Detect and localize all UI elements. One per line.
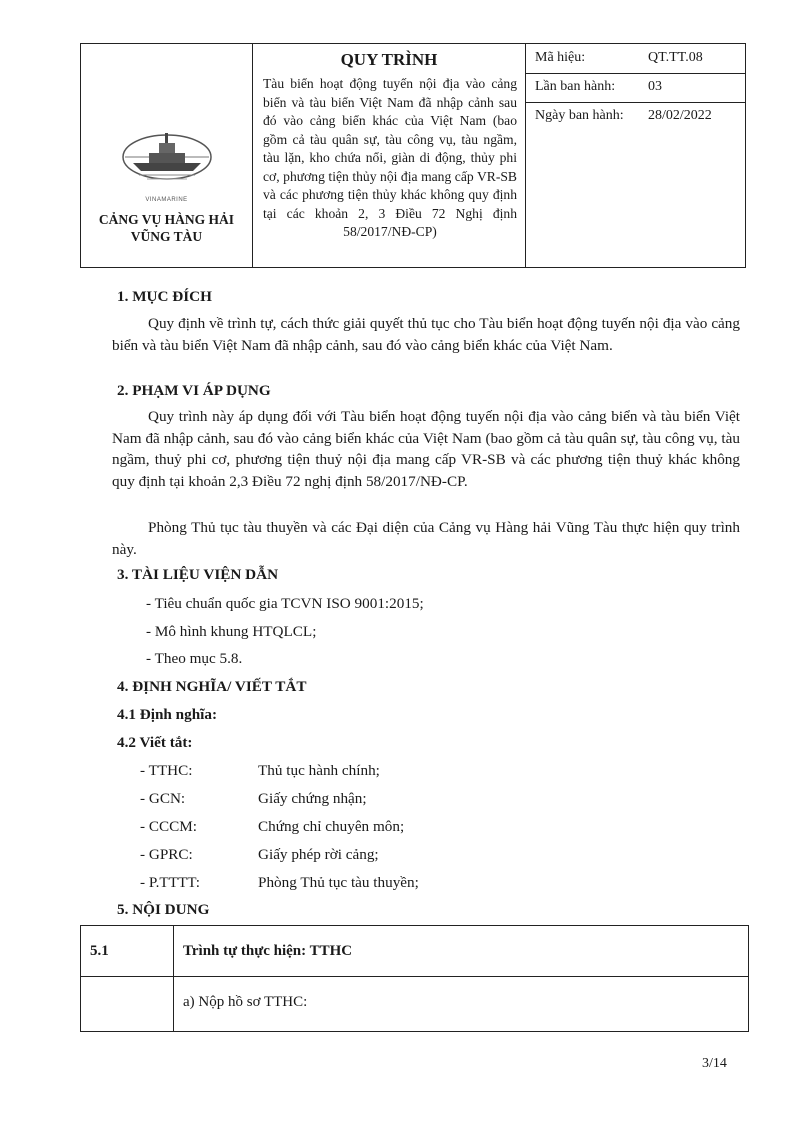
table-divider bbox=[81, 976, 748, 977]
org-name bbox=[81, 211, 252, 245]
reference-item: - Mô hình khung HTQLCL; bbox=[146, 623, 317, 640]
abbreviation-meaning: Chứng chỉ chuyên môn; bbox=[258, 818, 405, 835]
section-1-title: 1. MỤC ĐÍCH bbox=[117, 288, 212, 305]
page-number: 3/14 bbox=[702, 1056, 727, 1071]
table-divider bbox=[173, 926, 174, 1031]
table-row-text: a) Nộp hồ sơ TTHC: bbox=[183, 994, 308, 1010]
meta-row-date bbox=[526, 102, 745, 131]
meta-value: QT.TT.08 bbox=[648, 50, 703, 65]
org-logo-caption: VINAMARINE bbox=[145, 197, 188, 203]
document-header-table bbox=[80, 43, 746, 268]
document-subtitle: Tàu biển hoạt động tuyến nội địa vào cảng biển và tàu biển Việt Nam đã nhập cảnh sau đó vào cảng biển khác của Việt Nam (bao gồm cả tàu quân sự, tàu công vụ, tàu ngầm, tàu lặn, kho chứa nổi, giàn di động, thủy phi cơ, phương tiện thủy nội địa mang cấp VR-SB và các phương tiện thủy khác không quy định tại các khoản 2, 3 Điều 72 Nghị định 58/2017/NĐ-CP) bbox=[263, 76, 517, 239]
abbreviation-term: - GPRC: bbox=[140, 846, 193, 863]
abbreviation-meaning: Thủ tục hành chính; bbox=[258, 762, 380, 779]
abbreviation-term: - GCN: bbox=[140, 790, 186, 807]
section-2-text-2: Phòng Thủ tục tàu thuyền và các Đại diện của Cảng vụ Hàng hải Vũng Tàu thực hiện quy trình này. bbox=[112, 519, 740, 558]
abbreviation-term: - P.TTTT: bbox=[140, 874, 200, 891]
document-title: QUY TRÌNH bbox=[340, 50, 438, 69]
header-title-cell bbox=[253, 44, 526, 267]
header-meta-cell bbox=[526, 44, 745, 267]
section-1-text: Quy định về trình tự, cách thức giải quyết thủ tục cho Tàu biển hoạt động tuyến nội địa vào cảng biển và tàu biển Việt Nam đã nhập cảnh, sau đó vào cảng biển khác của Việt Nam. bbox=[112, 315, 740, 354]
content-table bbox=[80, 925, 749, 1032]
meta-value: 03 bbox=[648, 79, 662, 94]
abbreviation-meaning: Phòng Thủ tục tàu thuyền; bbox=[258, 874, 419, 891]
meta-value: 28/02/2022 bbox=[648, 108, 712, 123]
meta-row-issue bbox=[526, 73, 745, 103]
meta-row-code bbox=[526, 44, 745, 74]
section-4-2-title: 4.2 Viết tắt: bbox=[117, 734, 193, 751]
section-4-1-title: 4.1 Định nghĩa: bbox=[117, 706, 218, 723]
table-row-heading: Trình tự thực hiện: TTHC bbox=[183, 943, 353, 959]
meta-key: Ngày ban hành: bbox=[535, 108, 624, 123]
abbreviation-term: - TTHC: bbox=[140, 762, 193, 779]
table-row-number: 5.1 bbox=[90, 943, 109, 959]
org-name-line-1: CẢNG VỤ HÀNG HẢI bbox=[98, 212, 235, 227]
section-2-text-1: Quy trình này áp dụng đối với Tàu biển hoạt động tuyến nội địa vào cảng biển và tàu biển Việt Nam đã nhập cảnh, sau đó vào cảng biển khác của Việt Nam (bao gồm cả tàu quân sự, tàu công vụ, tàu ngầm, thuỷ phi cơ, phương tiện thuỷ nội địa mang cấp VR-SB và các phương tiện thuỷ khác không quy định tại khoản 2,3 Điều 72 nghị định 58/2017/NĐ-CP. bbox=[112, 408, 740, 490]
org-name-line-2: VŨNG TÀU bbox=[130, 229, 203, 244]
section-5-title: 5. NỘI DUNG bbox=[117, 901, 210, 918]
section-4-title: 4. ĐỊNH NGHĨA/ VIẾT TẮT bbox=[117, 678, 307, 695]
reference-item: - Tiêu chuẩn quốc gia TCVN ISO 9001:2015; bbox=[146, 595, 424, 612]
abbreviation-term: - CCCM: bbox=[140, 818, 197, 835]
section-2-title: 2. PHẠM VI ÁP DỤNG bbox=[117, 382, 271, 399]
meta-key: Lần ban hành: bbox=[535, 79, 616, 94]
reference-item: - Theo mục 5.8. bbox=[146, 650, 243, 667]
abbreviation-meaning: Giấy chứng nhận; bbox=[258, 790, 367, 807]
section-3-title: 3. TÀI LIỆU VIỆN DẪN bbox=[117, 566, 279, 583]
ship-logo-icon bbox=[119, 119, 215, 189]
abbreviation-meaning: Giấy phép rời cảng; bbox=[258, 846, 379, 863]
meta-key: Mã hiệu: bbox=[535, 50, 586, 65]
header-logo-cell bbox=[81, 44, 253, 267]
